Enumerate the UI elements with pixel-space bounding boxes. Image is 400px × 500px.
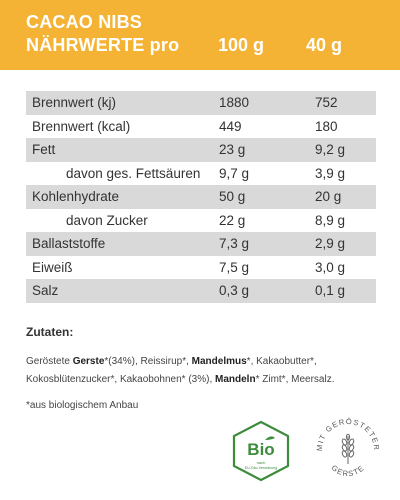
value-per-40g: 8,9 g bbox=[315, 212, 346, 228]
nutrient-name: Kohlenhydrate bbox=[32, 189, 120, 204]
allergen-highlight: Gerste bbox=[72, 356, 105, 367]
table-row bbox=[26, 256, 376, 280]
organic-footnote: *aus biologischem Anbau bbox=[26, 400, 139, 411]
svg-text:GERSTE bbox=[330, 463, 367, 478]
value-per-100g: 22 g bbox=[219, 212, 246, 228]
nutrient-name: Brennwert (kj) bbox=[32, 95, 117, 110]
value-per-40g: 20 g bbox=[315, 189, 342, 204]
table-row bbox=[26, 91, 376, 115]
nutrient-name: Ballaststoffe bbox=[32, 236, 106, 251]
allergen-highlight: Mandeln bbox=[215, 374, 256, 385]
table-row bbox=[26, 185, 376, 209]
roasted-barley-seal-icon bbox=[312, 414, 384, 486]
value-per-100g: 9,7 g bbox=[219, 165, 250, 181]
table-row bbox=[26, 115, 376, 139]
value-per-100g: 1880 bbox=[219, 95, 250, 110]
header-banner bbox=[0, 0, 400, 70]
barley-icon bbox=[341, 434, 354, 464]
bio-logo-small-2: EU-Öko-Verordnung bbox=[244, 466, 278, 470]
value-per-40g: 3,9 g bbox=[315, 165, 346, 181]
bio-logo-small-1: nach bbox=[256, 460, 266, 465]
allergen-highlight: Mandelmus bbox=[191, 356, 247, 367]
ingredient-segment: *(34%), Reissirup*, bbox=[104, 356, 192, 367]
nutrient-name: davon Zucker bbox=[66, 212, 148, 228]
value-per-100g: 449 bbox=[219, 118, 242, 134]
value-per-100g: 0,3 g bbox=[219, 283, 250, 298]
bio-logo-icon bbox=[231, 420, 291, 482]
ingredients-text bbox=[26, 353, 386, 389]
value-per-100g: 23 g bbox=[219, 142, 246, 157]
nutrition-label: NÄHRWERTE pro bbox=[26, 35, 180, 55]
table-row bbox=[26, 232, 376, 256]
table-row bbox=[26, 209, 376, 233]
table-row bbox=[26, 138, 376, 162]
bio-logo-text: Bio bbox=[247, 440, 275, 459]
ingredient-segment: *, Kakaobutter*, Kokosblütenzucker*, Kakaobohnen* (3%), bbox=[26, 356, 317, 385]
nutrient-name: davon ges. Fettsäuren bbox=[66, 165, 201, 181]
product-title: CACAO NIBS bbox=[26, 12, 143, 32]
value-per-40g: 180 bbox=[315, 118, 338, 134]
column-header-40g: 40 g bbox=[306, 35, 343, 55]
value-per-40g: 3,0 g bbox=[315, 259, 346, 275]
value-per-100g: 7,5 g bbox=[219, 259, 250, 275]
table-row bbox=[26, 162, 376, 186]
nutrient-name: Brennwert (kcal) bbox=[32, 118, 131, 134]
value-per-40g: 9,2 g bbox=[315, 142, 346, 157]
value-per-40g: 0,1 g bbox=[315, 283, 346, 298]
ingredient-segment: Geröstete bbox=[26, 356, 73, 367]
seal-top-text: MIT GERÖSTETER bbox=[314, 416, 382, 452]
ingredients-title: Zutaten: bbox=[26, 325, 74, 339]
table-row bbox=[26, 279, 376, 303]
nutrient-name: Fett bbox=[32, 142, 56, 157]
nutrition-table bbox=[26, 91, 376, 303]
nutrient-name: Salz bbox=[32, 283, 59, 298]
value-per-100g: 7,3 g bbox=[219, 236, 250, 251]
column-header-100g: 100 g bbox=[218, 35, 265, 55]
value-per-100g: 50 g bbox=[219, 189, 246, 204]
ingredient-segment: * Zimt*, Meersalz. bbox=[255, 374, 335, 385]
nutrient-name: Eiweiß bbox=[32, 259, 73, 275]
seal-bottom-text: GERSTE bbox=[329, 463, 367, 479]
value-per-40g: 752 bbox=[315, 95, 338, 110]
value-per-40g: 2,9 g bbox=[315, 236, 346, 251]
